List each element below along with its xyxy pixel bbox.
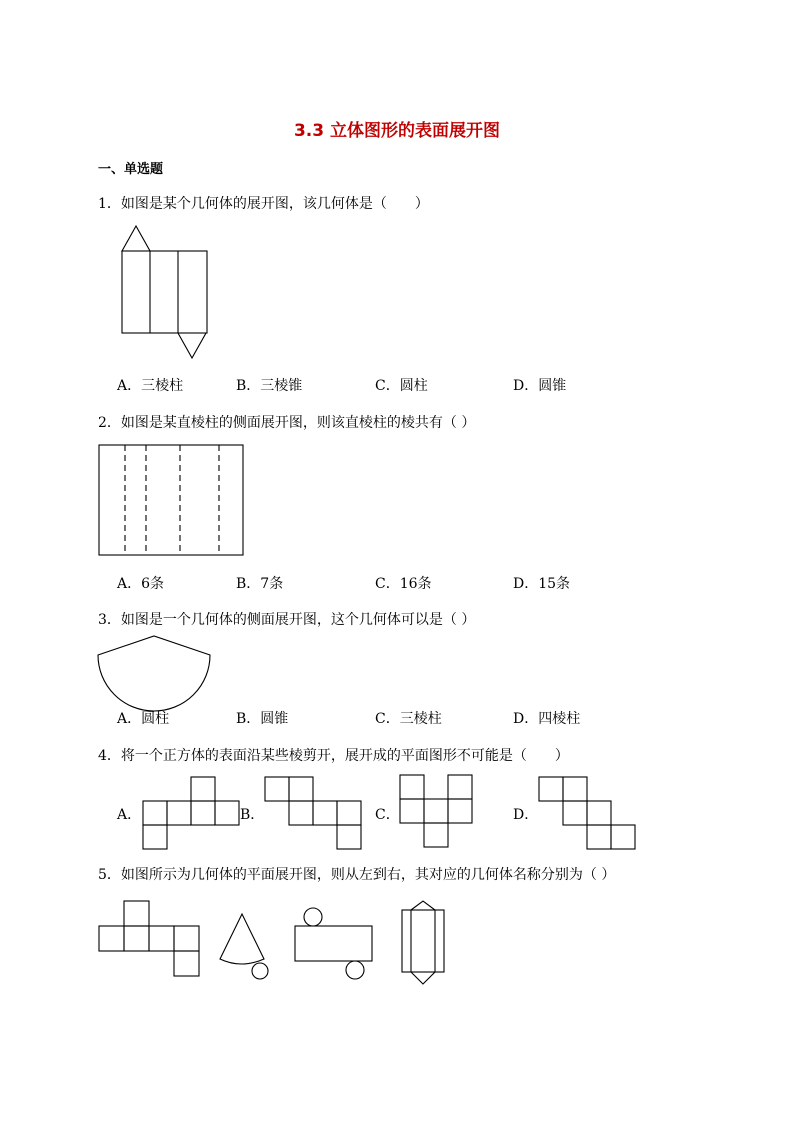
q1-rect-outline (122, 251, 207, 333)
q1-top-triangle (122, 226, 150, 251)
q1-option-c[interactable]: C．圆柱 (375, 378, 428, 394)
q5-cylinder-bottom-circle (346, 961, 364, 979)
q1-option-d[interactable]: D．圆锥 (513, 378, 567, 394)
q4-option-b-label[interactable]: B． (240, 807, 265, 823)
q5-prism-bottom-triangle (411, 972, 435, 984)
q5-prism-rect (402, 910, 444, 972)
q5-cylinder-top-circle (304, 908, 322, 926)
q1-option-b[interactable]: B．三棱锥 (236, 378, 303, 394)
q2-prism-lateral-net (98, 444, 246, 558)
q3-option-d[interactable]: D．四棱柱 (513, 711, 581, 727)
q2-option-c[interactable]: C．16条 (375, 576, 432, 592)
q2-rect-outline (99, 445, 243, 555)
q3-sector-outline (98, 636, 210, 711)
question-4-stem: 4．将一个正方体的表面沿某些棱剪开，展开成的平面图形不可能是（ ） (98, 748, 569, 764)
question-3-stem: 3．如图是一个几何体的侧面展开图，这个几何体可以是（ ） (98, 612, 476, 628)
page-title: 3.3 立体图形的表面展开图 (293, 121, 501, 141)
q4-option-d-cube-net[interactable] (538, 776, 638, 851)
q5-cone-net (218, 912, 274, 982)
question-1-stem: 1．如图是某个几何体的展开图，该几何体是（ ） (98, 196, 429, 212)
q2-option-d[interactable]: D．15条 (513, 576, 571, 592)
q4-option-a-cube-net[interactable] (142, 776, 242, 851)
q2-option-b[interactable]: B．7条 (236, 576, 284, 592)
q4-option-c-cube-net[interactable] (399, 774, 479, 852)
section-heading: 一、单选题 (98, 162, 164, 177)
question-2-stem: 2．如图是某直棱柱的侧面展开图，则该直棱柱的棱共有（ ） (98, 415, 476, 431)
q5-cone-sector (220, 914, 264, 964)
question-5-stem: 5．如图所示为几何体的平面展开图，则从左到右，其对应的几何体名称分别为（ ） (98, 867, 616, 883)
q4-option-d-label[interactable]: D． (513, 807, 539, 823)
q2-option-a[interactable]: A．6条 (117, 576, 165, 592)
q5-triangular-prism-net (401, 900, 447, 988)
q1-option-a[interactable]: A．三棱柱 (117, 378, 184, 394)
q3-sector-net (96, 634, 216, 698)
q4-option-c-label[interactable]: C． (375, 807, 400, 823)
q3-option-c[interactable]: C．三棱柱 (375, 711, 442, 727)
q5-cylinder-net (294, 906, 376, 980)
q1-triangular-prism-net (120, 224, 210, 364)
q3-option-b[interactable]: B．圆锥 (236, 711, 289, 727)
q3-option-a[interactable]: A．圆柱 (117, 711, 170, 727)
q5-cone-base-circle (252, 963, 268, 979)
q4-option-b-cube-net[interactable] (264, 776, 364, 851)
q5-cube-net (98, 900, 204, 980)
q4-option-a-label[interactable]: A． (117, 807, 142, 823)
q1-bottom-triangle (178, 333, 206, 358)
q5-cylinder-lateral-rect (295, 926, 372, 961)
q5-prism-top-triangle (411, 901, 435, 910)
